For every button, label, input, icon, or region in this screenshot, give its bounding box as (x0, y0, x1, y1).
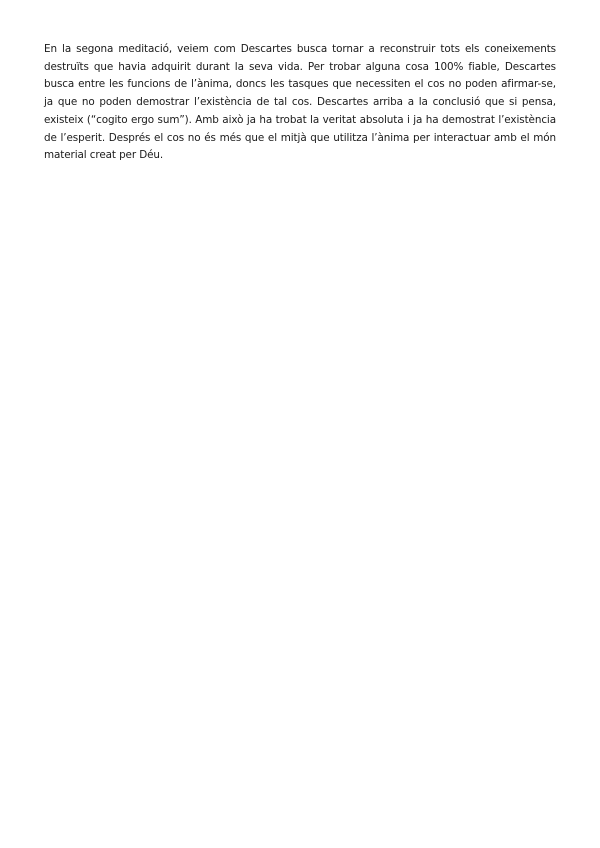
body-paragraph: En la segona meditació, veiem com Descartes busca tornar a reconstruir tots els coneixements destruïts que havia adquirit durant la seva vida. Per trobar alguna cosa 100% fiable, Descartes busca entre les funcions de l’ànima, doncs les tasques que necessiten el cos no poden afirmar-se, ja que no poden demostrar l’existència de tal cos. Descartes arriba a la conclusió que si pensa, existeix (“cogito ergo sum”). Amb això ja ha trobat la veritat absoluta i ja ha demostrat l’existència de l’esperit. Després el cos no és més que el mitjà que utilitza l’ànima per interactuar amb el món material creat per Déu. (44, 43, 556, 162)
